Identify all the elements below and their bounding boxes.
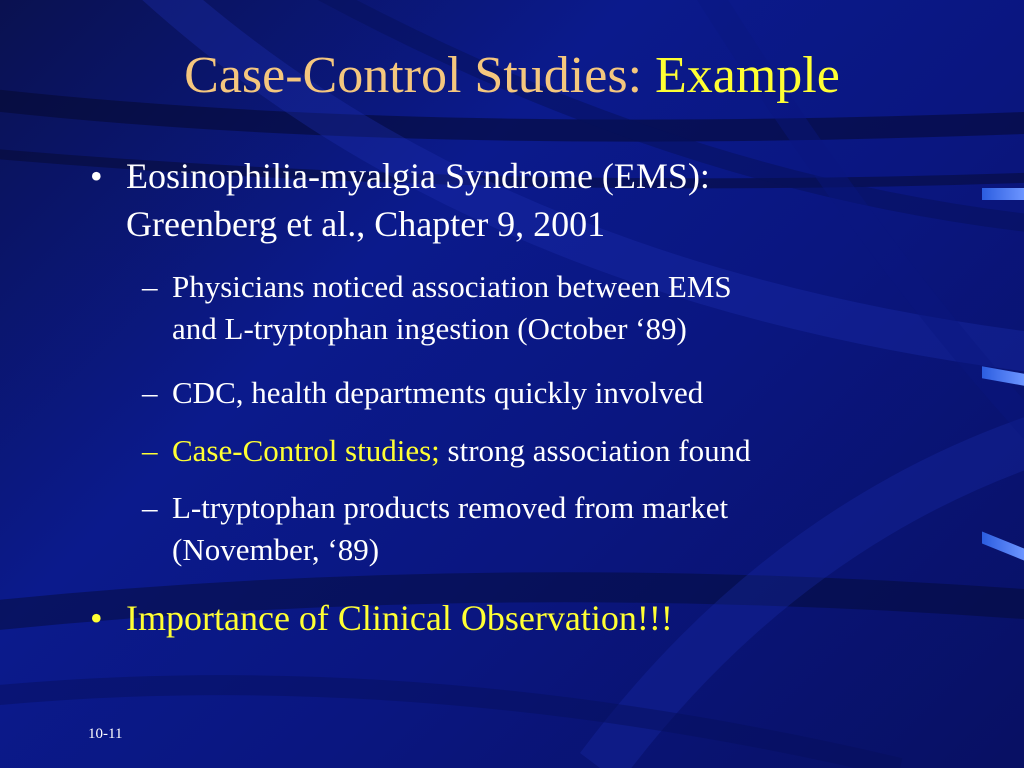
subbullet-cdc <box>142 372 942 414</box>
bullet-text-line1: Eosinophilia-myalgia Syndrome (EMS): <box>126 156 710 196</box>
bullet-marker: • <box>90 598 103 638</box>
subbullet-text-line2: and L-tryptophan ingestion (October ‘89) <box>172 311 687 346</box>
subbullet-marker: – <box>142 375 158 410</box>
subbullet-removed <box>142 487 942 571</box>
slide-number: 10-11 <box>88 726 123 742</box>
subbullet-marker: – <box>142 269 158 304</box>
slide-title-main: Case-Control Studies: <box>184 47 643 104</box>
subbullet-physicians <box>142 266 942 350</box>
bullet-marker: • <box>90 156 103 196</box>
bullet-importance <box>90 594 950 642</box>
subbullet-text-line1: L-tryptophan products removed from market <box>172 490 729 525</box>
subbullet-rest: strong association found <box>447 433 751 468</box>
subbullet-case-control <box>142 430 942 472</box>
bullet-ems <box>90 152 950 248</box>
bullet-text-line2: Greenberg et al., Chapter 9, 2001 <box>126 204 606 244</box>
subbullet-text-line2: (November, ‘89) <box>172 532 380 567</box>
subbullet-text: CDC, health departments quickly involved <box>172 375 704 410</box>
subbullet-text <box>172 430 942 472</box>
slide-title-sub: Example <box>655 47 840 104</box>
subbullet-highlight: Case-Control studies; <box>172 433 440 468</box>
subbullet-text-line1: Physicians noticed association between EMS <box>172 269 732 304</box>
subbullet-marker: – <box>142 490 158 525</box>
bullet-text: Importance of Clinical Observation!!! <box>126 598 673 638</box>
subbullet-marker: – <box>142 433 158 468</box>
